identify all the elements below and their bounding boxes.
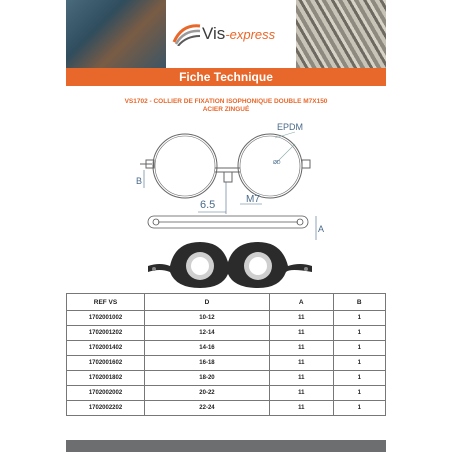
- cell-a: 11: [269, 311, 333, 326]
- cell-a: 11: [269, 371, 333, 386]
- technical-drawing: [130, 116, 330, 291]
- cell-ref: 1702001802: [67, 371, 145, 386]
- header-photo-tools: [66, 0, 166, 68]
- cell-d: 12-14: [145, 326, 270, 341]
- cell-d: 22-24: [145, 401, 270, 416]
- page-title: Fiche Technique: [66, 68, 386, 86]
- cell-b: 1: [333, 371, 385, 386]
- logo-text: [202, 24, 275, 44]
- label-m7: M7: [246, 194, 260, 205]
- cell-b: 1: [333, 401, 385, 416]
- cell-d: 10-12: [145, 311, 270, 326]
- table-header-row: [67, 294, 386, 311]
- product-title: VS1702 - COLLIER DE FIXATION ISOPHONIQUE DOUBLE M7X150: [124, 98, 328, 105]
- table-row: [67, 356, 386, 371]
- col-d: D: [145, 294, 270, 311]
- cell-a: 11: [269, 326, 333, 341]
- label-a: A: [318, 224, 325, 234]
- clamp-front-view: [140, 132, 310, 198]
- spec-table: [66, 293, 386, 416]
- col-ref: REF VS: [67, 294, 145, 311]
- cell-b: 1: [333, 356, 385, 371]
- cell-ref: 1702001002: [67, 311, 145, 326]
- cell-d: 16-18: [145, 356, 270, 371]
- cell-b: 1: [333, 311, 385, 326]
- logo: [166, 0, 296, 68]
- cell-ref: 1702002002: [67, 386, 145, 401]
- label-b: B: [136, 176, 143, 186]
- clamp-photo: [148, 242, 312, 288]
- header: [66, 0, 386, 86]
- col-b: B: [333, 294, 385, 311]
- table-row: [67, 371, 386, 386]
- label-6-5: 6.5: [200, 199, 216, 211]
- table-row: [67, 401, 386, 416]
- cell-ref: 1702001602: [67, 356, 145, 371]
- col-a: A: [269, 294, 333, 311]
- label-epdm: EPDM: [277, 122, 304, 132]
- cell-a: 11: [269, 341, 333, 356]
- table-row: [67, 386, 386, 401]
- table-row: [67, 326, 386, 341]
- logo-accent: -express: [225, 27, 276, 42]
- cell-d: 20-22: [145, 386, 270, 401]
- cell-d: 18-20: [145, 371, 270, 386]
- label-od: ØD: [273, 160, 281, 166]
- footer-bar: [66, 440, 386, 452]
- product-subtitle: ACIER ZINGUÉ: [202, 106, 250, 113]
- cell-ref: 1702001202: [67, 326, 145, 341]
- cell-a: 11: [269, 401, 333, 416]
- cell-ref: 1702002202: [67, 401, 145, 416]
- cell-a: 11: [269, 356, 333, 371]
- cell-b: 1: [333, 326, 385, 341]
- cell-d: 14-16: [145, 341, 270, 356]
- logo-swoosh-icon: [172, 22, 202, 46]
- logo-main: Vis: [202, 24, 226, 43]
- header-photo-screws: [296, 0, 386, 68]
- cell-b: 1: [333, 386, 385, 401]
- table-row: [67, 311, 386, 326]
- cell-ref: 1702001402: [67, 341, 145, 356]
- table-row: [67, 341, 386, 356]
- cell-a: 11: [269, 386, 333, 401]
- clamp-side-view: [148, 216, 308, 228]
- cell-b: 1: [333, 341, 385, 356]
